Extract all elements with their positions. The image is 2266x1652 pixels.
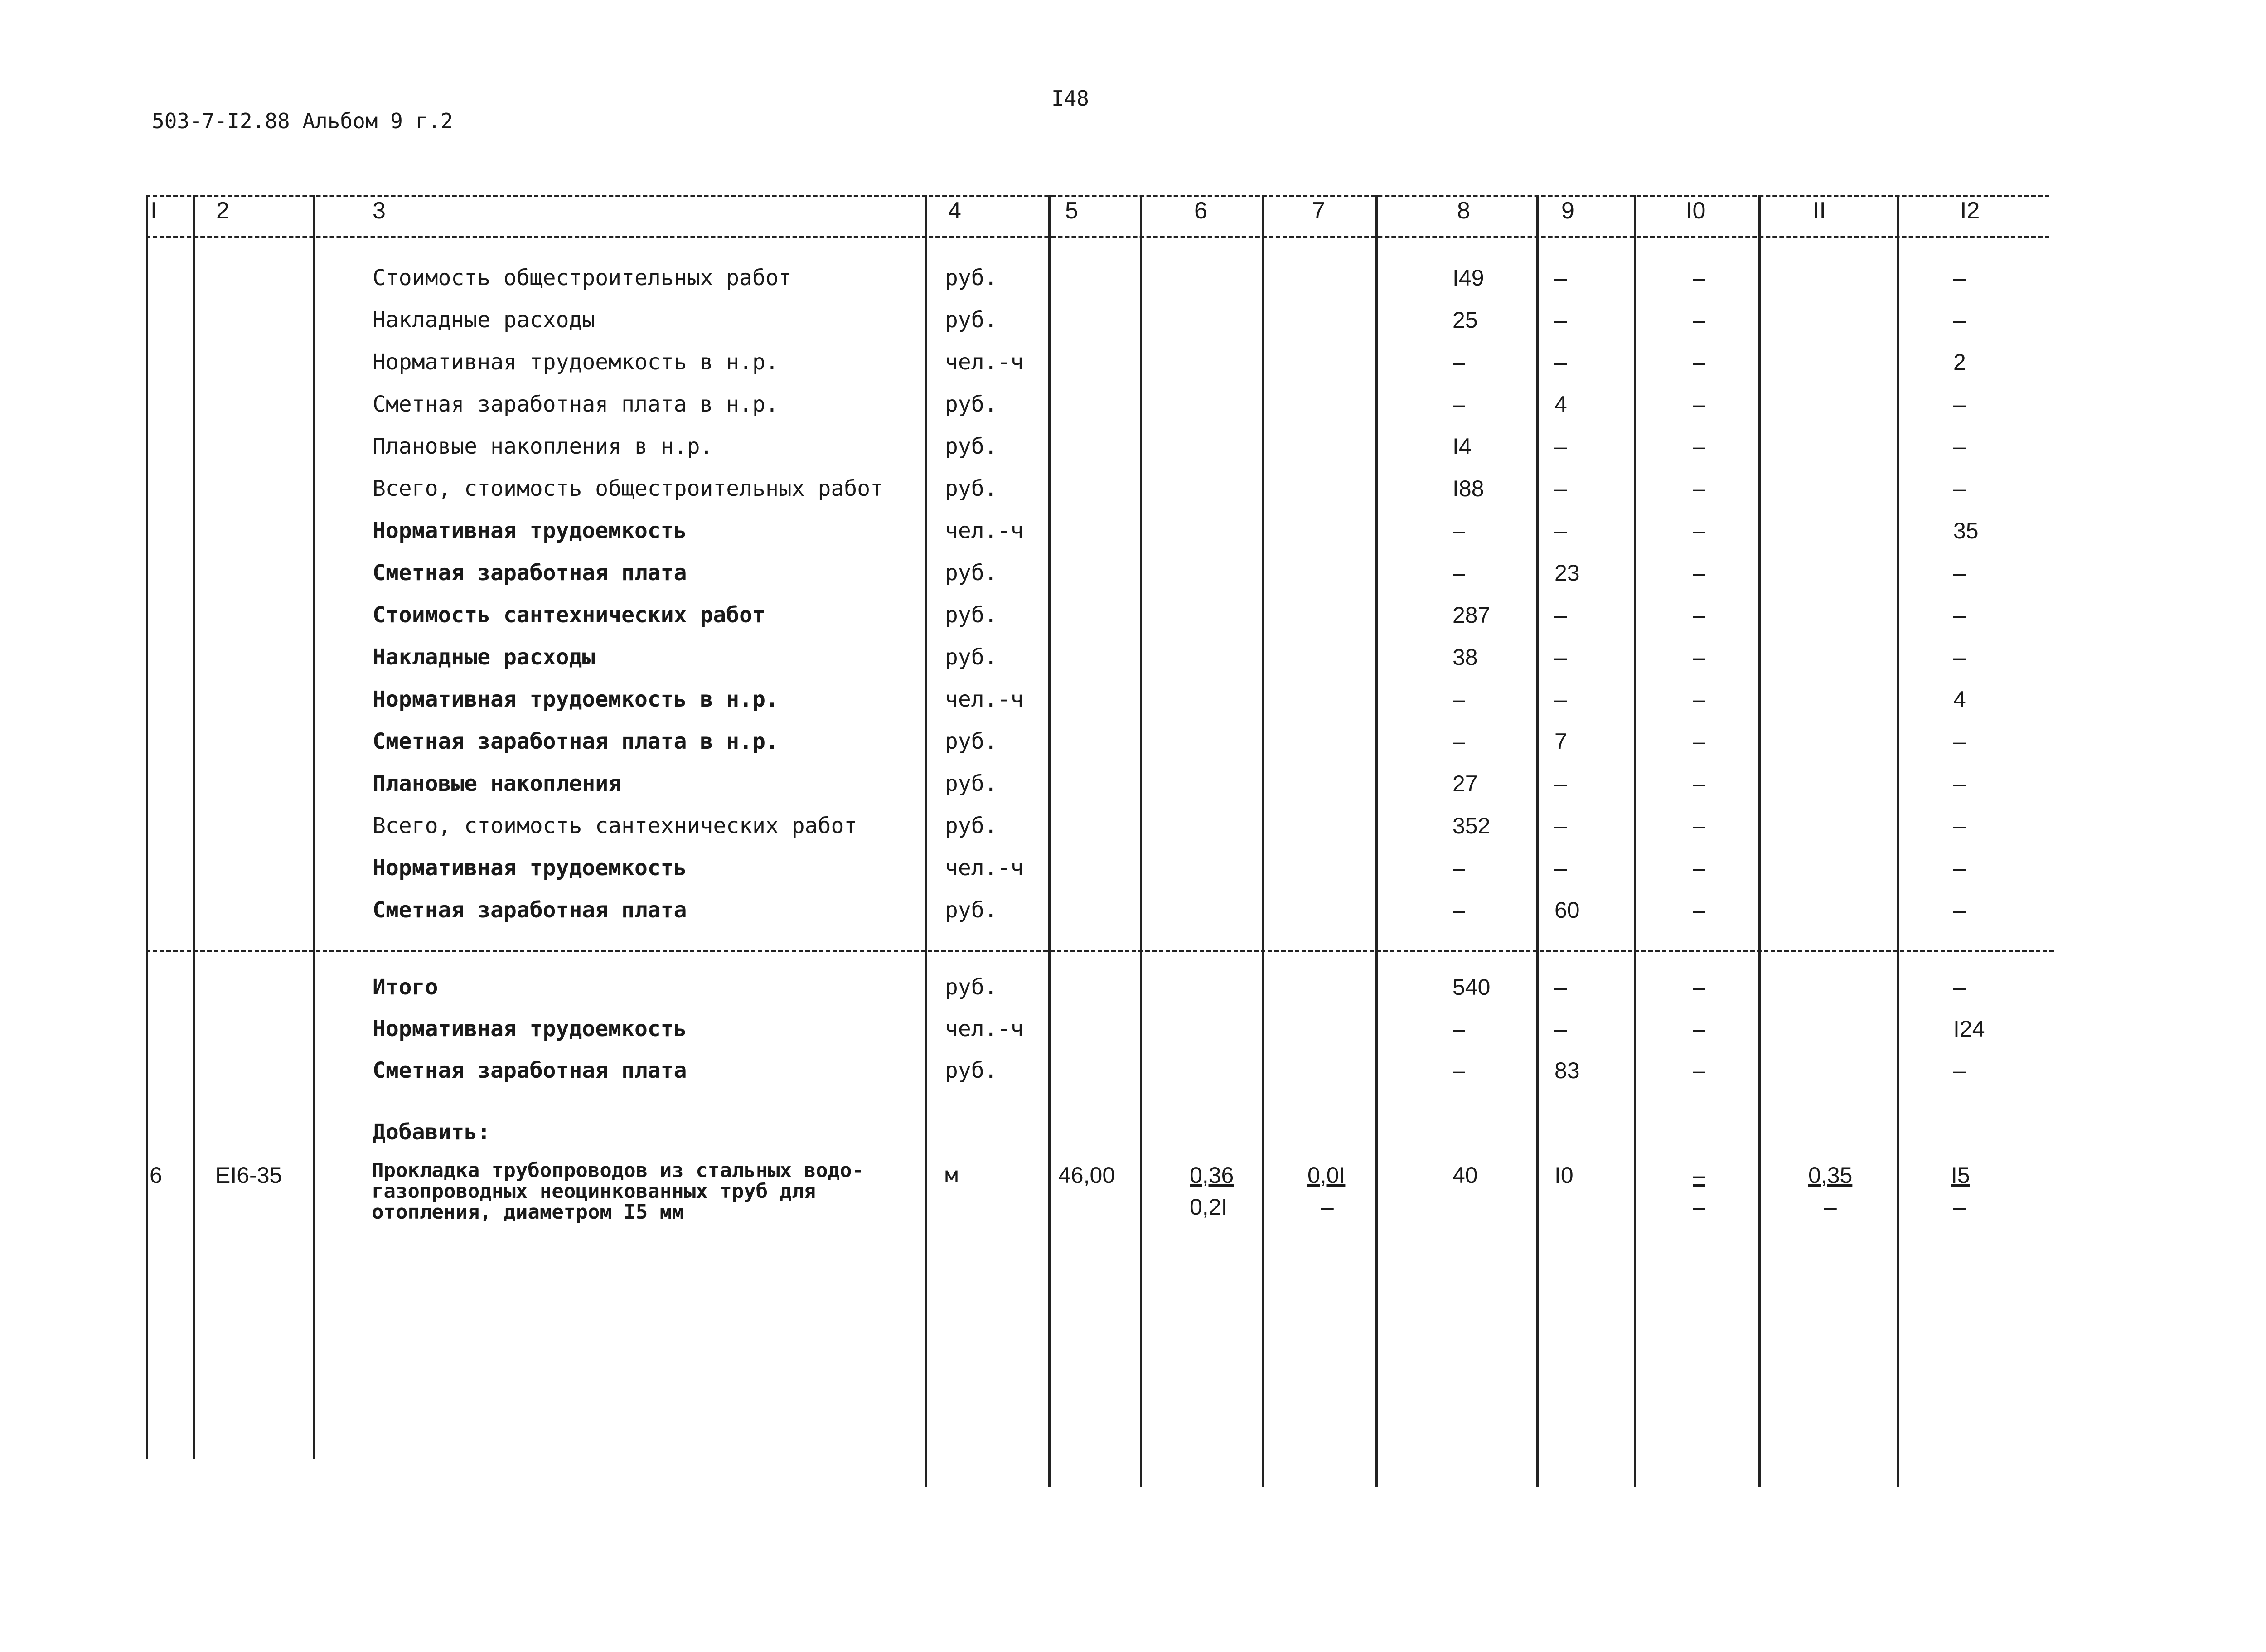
row-unit: руб. <box>945 602 997 628</box>
item-col9: I0 <box>1554 1163 1574 1188</box>
row-name: Сметная заработная плата в н.р. <box>373 392 779 417</box>
col-border <box>1262 195 1264 1487</box>
row-unit: чел.-ч <box>945 349 1024 375</box>
row-col12: 2 <box>1953 349 1966 375</box>
col-border <box>193 195 195 1459</box>
row-col10: – <box>1693 771 1705 796</box>
row-col10: – <box>1693 602 1705 628</box>
row-col8: 25 <box>1453 307 1478 333</box>
row-col8: – <box>1453 392 1465 417</box>
row-col12: 4 <box>1953 687 1966 712</box>
row-col10: – <box>1693 813 1705 838</box>
row-col12: – <box>1953 602 1966 628</box>
header-top-rule <box>146 195 2049 197</box>
col-border <box>146 195 148 1459</box>
row-col12: – <box>1953 974 1966 1000</box>
item-col7-top: 0,0I <box>1307 1163 1346 1188</box>
row-name: Нормативная трудоемкость в н.р. <box>373 349 779 375</box>
row-col8: – <box>1453 518 1465 543</box>
col-border <box>313 195 315 1459</box>
row-unit: чел.-ч <box>945 687 1024 712</box>
item-col7-bottom: – <box>1321 1194 1334 1220</box>
row-col9: 60 <box>1554 897 1580 923</box>
row-col10: – <box>1693 974 1705 1000</box>
row-col9: – <box>1554 434 1567 459</box>
item-col11-bottom: – <box>1824 1194 1837 1220</box>
row-col9: – <box>1554 518 1567 543</box>
row-col8: I49 <box>1453 265 1484 291</box>
row-col10: – <box>1693 349 1705 375</box>
row-unit: чел.-ч <box>945 855 1024 881</box>
col-header-9: 9 <box>1561 198 1574 224</box>
row-unit: руб. <box>945 1058 997 1083</box>
row-col10: – <box>1693 560 1705 586</box>
row-name: Сметная заработная плата <box>373 897 687 923</box>
row-col8: – <box>1453 1016 1465 1042</box>
item-quantity: 46,00 <box>1058 1163 1115 1188</box>
row-col9: – <box>1554 771 1567 796</box>
row-name: Нормативная трудоемкость <box>373 1016 687 1042</box>
row-unit: руб. <box>945 307 997 333</box>
item-description-line: отопления, диаметром I5 мм <box>372 1201 684 1224</box>
row-unit: руб. <box>945 560 997 586</box>
row-col10: – <box>1693 687 1705 712</box>
row-col10: – <box>1693 518 1705 543</box>
row-col12: – <box>1953 644 1966 670</box>
row-col9: – <box>1554 855 1567 881</box>
item-col10-bottom: – <box>1693 1194 1705 1220</box>
col-header-4: 4 <box>948 198 961 224</box>
col-header-3: 3 <box>373 198 386 224</box>
item-col12-top: I5 <box>1951 1163 1970 1188</box>
row-col12: – <box>1953 560 1966 586</box>
item-description <box>372 1160 864 1223</box>
row-col8: – <box>1453 729 1465 754</box>
row-col10: – <box>1693 644 1705 670</box>
row-col12: – <box>1953 434 1966 459</box>
row-unit: чел.-ч <box>945 518 1024 543</box>
row-col9: – <box>1554 813 1567 838</box>
row-col12: – <box>1953 897 1966 923</box>
row-col9: 23 <box>1554 560 1580 586</box>
row-col10: – <box>1693 897 1705 923</box>
col-header-11: II <box>1813 198 1826 224</box>
item-col6-bottom: 0,2I <box>1190 1194 1228 1220</box>
row-col9: 83 <box>1554 1058 1580 1083</box>
col-border <box>1375 195 1378 1487</box>
row-col9: 4 <box>1554 392 1567 417</box>
row-name: Нормативная трудоемкость в н.р. <box>373 687 779 712</box>
item-description-line: Прокладка трубопроводов из стальных водо- <box>372 1159 864 1182</box>
row-col12: – <box>1953 855 1966 881</box>
row-name: Нормативная трудоемкость <box>373 855 687 881</box>
row-col8: I4 <box>1453 434 1472 459</box>
col-border <box>1048 195 1051 1487</box>
row-col12: 35 <box>1953 518 1979 543</box>
row-col9: – <box>1554 307 1567 333</box>
row-col8: – <box>1453 855 1465 881</box>
row-col9: – <box>1554 265 1567 291</box>
col-header-7: 7 <box>1312 198 1325 224</box>
row-col10: – <box>1693 307 1705 333</box>
row-name: Итого <box>373 974 438 1000</box>
col-header-6: 6 <box>1194 198 1207 224</box>
row-name: Плановые накопления в н.р. <box>373 434 713 459</box>
row-col8: 540 <box>1453 974 1491 1000</box>
row-unit: руб. <box>945 434 997 459</box>
row-col12: I24 <box>1953 1016 1985 1042</box>
row-unit: руб. <box>945 476 997 501</box>
item-unit: м <box>945 1163 958 1188</box>
row-unit: руб. <box>945 265 997 291</box>
row-col12: – <box>1953 476 1966 501</box>
row-unit: руб. <box>945 771 997 796</box>
header-bottom-rule <box>146 236 2049 238</box>
row-col9: 7 <box>1554 729 1567 754</box>
col-header-5: 5 <box>1065 198 1078 224</box>
col-border <box>1634 195 1636 1487</box>
row-col10: – <box>1693 265 1705 291</box>
row-name: Сметная заработная плата <box>373 1058 687 1083</box>
row-col9: – <box>1554 602 1567 628</box>
item-description-line: газопроводных неоцинкованных труб для <box>372 1180 816 1203</box>
row-col8: – <box>1453 349 1465 375</box>
col-header-8: 8 <box>1457 198 1470 224</box>
row-col9: – <box>1554 1016 1567 1042</box>
row-col10: – <box>1693 855 1705 881</box>
col-border <box>1758 195 1761 1487</box>
row-unit: руб. <box>945 729 997 754</box>
row-col9: – <box>1554 349 1567 375</box>
item-col8: 40 <box>1453 1163 1478 1188</box>
document-code: 503-7-I2.88 Альбом 9 г.2 <box>152 109 453 133</box>
row-col12: – <box>1953 1058 1966 1083</box>
row-col9: – <box>1554 476 1567 501</box>
row-unit: руб. <box>945 897 997 923</box>
row-col12: – <box>1953 392 1966 417</box>
col-border <box>1536 195 1539 1487</box>
item-col11-top: 0,35 <box>1808 1163 1853 1188</box>
row-name: Всего, стоимость общестроительных работ <box>373 476 884 501</box>
row-col8: 27 <box>1453 771 1478 796</box>
row-col8: – <box>1453 897 1465 923</box>
col-header-10: I0 <box>1686 198 1706 224</box>
item-number: 6 <box>150 1163 162 1188</box>
row-name: Нормативная трудоемкость <box>373 518 687 543</box>
col-border <box>925 195 927 1487</box>
row-name: Всего, стоимость сантехнических работ <box>373 813 857 838</box>
row-col12: – <box>1953 813 1966 838</box>
row-unit: руб. <box>945 644 997 670</box>
col-header-1: I <box>150 198 157 224</box>
row-col10: – <box>1693 476 1705 501</box>
add-label: Добавить: <box>373 1119 491 1145</box>
row-col12: – <box>1953 307 1966 333</box>
row-col8: – <box>1453 1058 1465 1083</box>
row-col8: – <box>1453 687 1465 712</box>
row-col8: 38 <box>1453 644 1478 670</box>
row-col12: – <box>1953 729 1966 754</box>
row-name: Стоимость общестроительных работ <box>373 265 792 291</box>
row-name: Сметная заработная плата <box>373 560 687 586</box>
row-name: Накладные расходы <box>373 644 596 670</box>
row-name: Плановые накопления <box>373 771 622 796</box>
row-unit: чел.-ч <box>945 1016 1024 1042</box>
row-unit: руб. <box>945 974 997 1000</box>
row-col9: – <box>1554 644 1567 670</box>
col-border <box>1140 195 1142 1487</box>
col-border <box>1897 195 1899 1487</box>
row-col10: – <box>1693 1058 1705 1083</box>
row-unit: руб. <box>945 813 997 838</box>
row-col8: I88 <box>1453 476 1484 501</box>
col-header-12: I2 <box>1960 198 1980 224</box>
row-name: Сметная заработная плата в н.р. <box>373 729 779 754</box>
row-col9: – <box>1554 687 1567 712</box>
row-col12: – <box>1953 265 1966 291</box>
row-unit: руб. <box>945 392 997 417</box>
item-col10-top: – <box>1693 1163 1705 1188</box>
row-col10: – <box>1693 392 1705 417</box>
row-col10: – <box>1693 434 1705 459</box>
row-col8: 287 <box>1453 602 1491 628</box>
col-header-2: 2 <box>216 198 229 224</box>
row-name: Накладные расходы <box>373 307 596 333</box>
page-number: I48 <box>1051 86 1089 111</box>
row-name: Стоимость сантехнических работ <box>373 602 765 628</box>
item-col12-bottom: – <box>1953 1194 1966 1220</box>
row-col8: 352 <box>1453 813 1491 838</box>
item-code: ЕI6-35 <box>215 1163 282 1188</box>
row-col10: – <box>1693 729 1705 754</box>
row-col8: – <box>1453 560 1465 586</box>
row-col9: – <box>1554 974 1567 1000</box>
totals-separator-rule <box>146 950 2054 952</box>
row-col10: – <box>1693 1016 1705 1042</box>
row-col12: – <box>1953 771 1966 796</box>
item-col6-top: 0,36 <box>1190 1163 1234 1188</box>
